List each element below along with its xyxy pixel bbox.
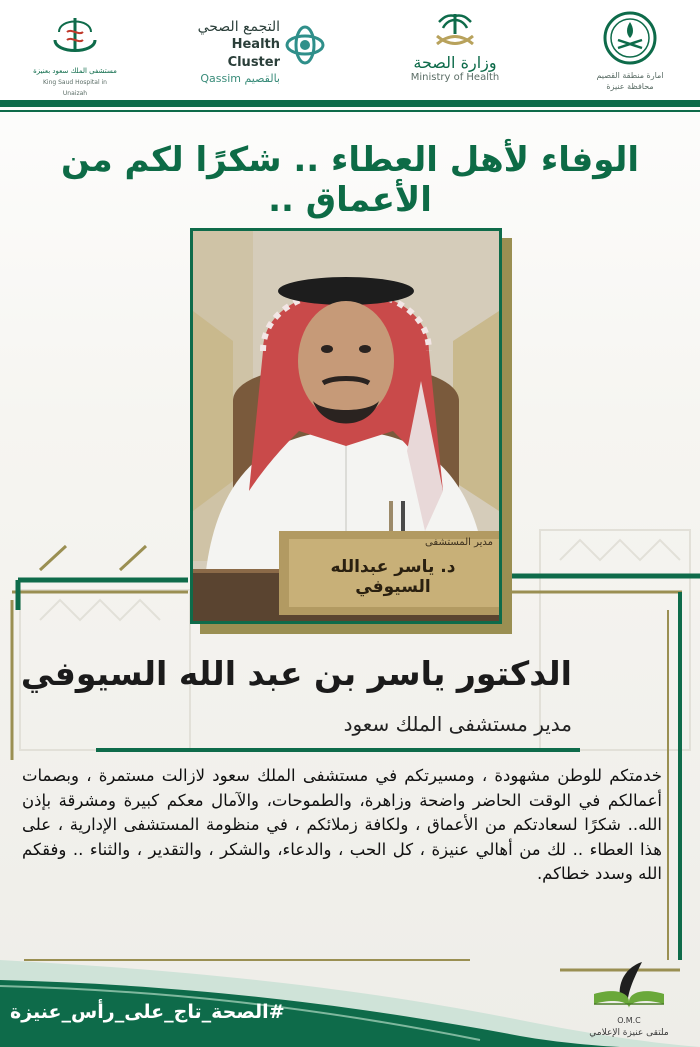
hospital-emblem-icon <box>47 10 103 62</box>
qassim-emirate-logo <box>580 10 680 90</box>
palm-swords-icon <box>425 10 485 50</box>
header-divider-thin <box>0 110 700 112</box>
omc-logo <box>584 958 674 1042</box>
hashtag: #الصحة_تاج_على_رأس_عنيزة <box>10 1001 285 1023</box>
hospital-label-en: King Saud Hospital in Unaizah <box>43 79 107 97</box>
headline: الوفاء لأهل العطاء .. شكرًا لكم من الأعماق .. <box>61 140 639 220</box>
emblem-icon <box>602 10 658 66</box>
moh-title-ar: وزارة الصحة <box>413 53 497 72</box>
moh-title-en: Ministry of Health <box>410 72 500 83</box>
cluster-subtitle-en: Qassim <box>200 72 241 85</box>
cluster-title-ar: التجمع الصحي <box>197 19 280 35</box>
king-saud-hospital-logo <box>30 10 120 97</box>
emirate-title: امارة منطقة القصيم <box>596 71 664 80</box>
ministry-of-health-logo <box>400 10 510 90</box>
header <box>0 0 700 100</box>
nameplate-name: د. ياسر عبدالله السيوفي <box>330 557 456 597</box>
quill-book-icon <box>584 958 674 1016</box>
nameplate-title: مدير المستشفى <box>425 537 493 548</box>
name-underline <box>96 748 580 752</box>
header-divider <box>0 100 700 107</box>
cluster-subtitle-ar: بالقصيم <box>244 72 280 85</box>
tribute-text: خدمتكم للوطن مشهودة ، ومسيرتكم في مستشفى الملك سعود لازالت مستمرة ، وبصمات أعمالكم في الوقت الحاضر واضحة وزاهرة، والطموحات، والآمال معكم كبيرة ومشرقة بإذن الله.. شكرًا لسعادتكم من الأعماق ، ولكافة زملائكم ، في منظومة المستشفى الإدارية ، على هذا العطاء .. لك من أهالي عنيزة ، كل الحب ، والدعاء، والشكر ، والتقدير ، والثناء .. وفقكم الله وسدد خطاكم. <box>22 766 662 884</box>
omc-name: ملتقى عنيزة الإعلامي <box>589 1028 669 1038</box>
emirate-subtitle: محافظة عنيزة <box>606 82 654 91</box>
hospital-label-ar: مستشفى الملك سعود بعنيزة <box>33 67 117 75</box>
cluster-knot-icon <box>282 22 328 68</box>
cluster-title-en: Health Cluster <box>227 37 280 70</box>
health-cluster-logo <box>180 18 330 98</box>
omc-abbr: O.M.C <box>617 1016 641 1025</box>
person-role: مدير مستشفى الملك سعود <box>343 712 572 736</box>
person-name: الدكتور ياسر بن عبد الله السيوفي <box>20 654 572 693</box>
